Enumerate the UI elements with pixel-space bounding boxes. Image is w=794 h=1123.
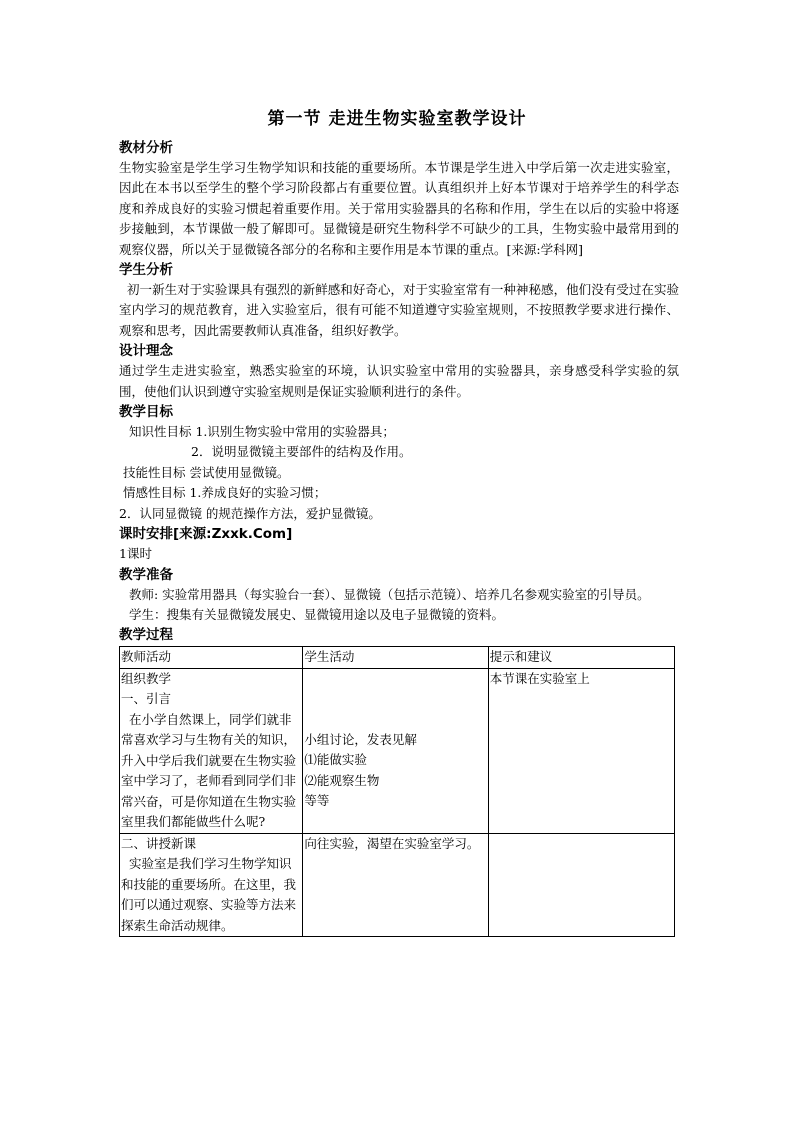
header-hints: 提示和建议 — [488, 647, 674, 669]
cell-teacher-activity — [120, 668, 303, 833]
preparation-student: 学生：搜集有关显微镜发展史、显微镜用途以及电子显微镜的资料。 — [129, 606, 505, 622]
table-header-row — [120, 647, 675, 669]
objective-knowledge-2: 2．说明显微镜主要部件的结构及作用。 — [191, 444, 412, 460]
preparation-teacher: 教师: 实验常用器具（每实验台一套）、显微镜（包括示范镜）、培养几名参观实验室的引导员。 — [129, 586, 650, 602]
cell-paragraph: 在小学自然课上，同学们就非常喜欢学习与生物有关的知识，升入中学后我们就要在生物实验室中学习了，老师看到同学们非常兴奋，可是你知道在生物实验室里我们都能做些什么呢? — [121, 711, 297, 830]
header-teacher-activity: 教师活动 — [120, 647, 303, 669]
table-row — [120, 833, 675, 937]
cell-paragraph: 实验室是我们学习生物学知识和技能的重要场所。在这里，我们可以通过观察、实验等方法来探索生命活动规律。 — [121, 856, 297, 933]
cell-line: 等等 — [304, 793, 330, 809]
table-row — [120, 668, 675, 833]
section-heading-keshi: 课时安排[来源:Zxxk.Com] — [119, 526, 293, 543]
cell-hints — [488, 833, 674, 937]
class-hours: 1课时 — [119, 546, 152, 562]
section-heading-sheji: 设计理念 — [119, 343, 173, 360]
cell-line: 小组讨论，发表见解 — [304, 731, 417, 747]
teaching-process-table — [119, 646, 675, 937]
cell-student-activity — [303, 668, 488, 833]
objective-emotion-2: 2．认同显微镜 的规范操作方法，爱护显微镜。 — [119, 505, 381, 521]
cell-hints: 本节课在实验室上 — [488, 668, 674, 833]
cell-line: 一、引言 — [121, 691, 172, 707]
header-student-activity: 学生活动 — [303, 647, 488, 669]
section-heading-guocheng: 教学过程 — [119, 627, 173, 644]
cell-teacher-activity — [120, 833, 303, 937]
section-heading-jiaocai: 教材分析 — [119, 140, 173, 156]
objective-skill: 技能性目标 尝试使用显微镜。 — [123, 464, 290, 480]
document-body — [119, 138, 679, 937]
cell-student-activity: 向往实验，渴望在实验室学习。 — [303, 833, 488, 937]
section-heading-mubiao: 教学目标 — [119, 404, 173, 421]
objective-emotion-1: 情感性目标 1.养成良好的实验习惯； — [123, 485, 327, 501]
document-title: 第一节 走进生物实验室教学设计 — [267, 109, 527, 129]
paragraph-sheji: 通过学生走进实验室，熟悉实验室的环境，认识实验室中常用的实验器具，亲身感受科学实验的氛围，使他们认识到遵守实验室规则是保证实验顺利进行的条件。 — [119, 363, 679, 399]
cell-line: 组织教学 — [121, 670, 172, 686]
paragraph-xuesheng: 初一新生对于实验课具有强烈的新鲜感和好奇心，对于实验室常有一种神秘感，他们没有受过在实验室内学习的规范教育，进入实验室后，很有可能不知道遵守实验室规则，不按照教学要求进行操作、观察和思考，因此需要教师认真准备，组织好教学。 — [119, 282, 679, 338]
cell-line: 二、讲授新课 — [121, 835, 197, 851]
paragraph-jiaocai: 生物实验室是学生学习生物学知识和技能的重要场所。本节课是学生进入中学后第一次走进实验室，因此在本书以至学生的整个学习阶段都占有重要位置。认真组织并上好本节课对于培养学生的科学态度和养成良好的实验习惯起着重要作用。关于常用实验器具的名称和作用，学生在以后的实验中将逐步接触到，本节课做一般了解即可。显微镜是研究生物科学不可缺少的工具，生物实验中最常用到的观察仪器，所以关于显微镜各部分的名称和主要作用是本节课的重点。[来源:学科网] — [119, 160, 679, 257]
section-heading-zhunbei: 教学准备 — [119, 566, 173, 583]
objective-knowledge-1: 知识性目标 1.识别生物实验中常用的实验器具； — [129, 424, 395, 440]
section-heading-xuesheng: 学生分析 — [119, 262, 173, 279]
cell-line: ⑴能做实验 — [304, 752, 367, 768]
cell-line: ⑵能观察生物 — [304, 772, 380, 788]
